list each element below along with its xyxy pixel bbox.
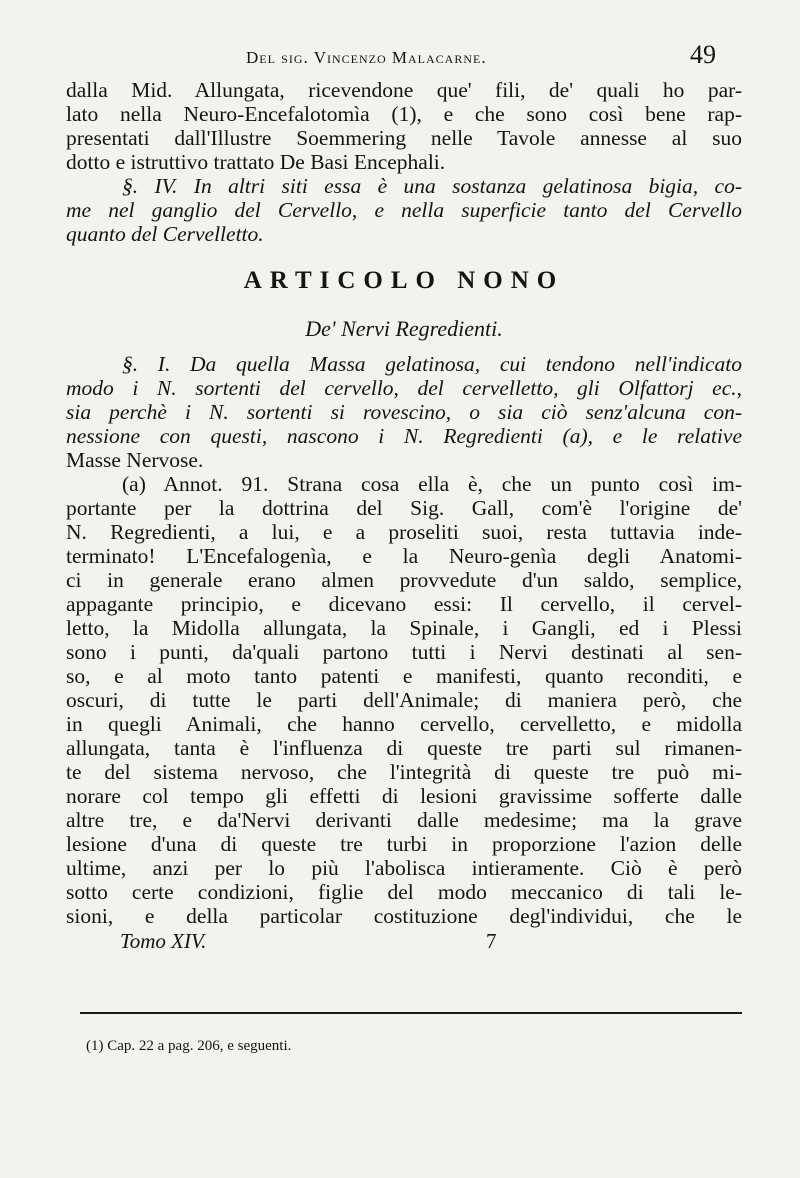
text-line: lato nella Neuro-Encefalotomìa (1), e che sono così bene rap- (66, 102, 742, 126)
text-line: in quegli Animali, che hanno cervello, cervelletto, e midolla (66, 712, 742, 736)
signature-mark: 7 (486, 929, 497, 953)
section-i (66, 352, 742, 472)
text-line: §. I. Da quella Massa gelatinosa, cui tendono nell'indicato (122, 352, 742, 376)
page-footer (66, 928, 742, 954)
text-line: N. Regredienti, a lui, e a proseliti suoi, resta tuttavia inde- (66, 520, 742, 544)
annotation-91 (66, 472, 742, 928)
section-iv (66, 174, 742, 246)
text-line: portante per la dottrina del Sig. Gall, com'è l'origine de' (66, 496, 742, 520)
page-header (66, 40, 716, 74)
text-line: dalla Mid. Allungata, ricevendone que' fili, de' quali ho par- (66, 78, 742, 102)
text-line: sioni, e della particolar costituzione degl'individui, che le (66, 904, 742, 928)
footnote: (1) Cap. 22 a pag. 206, e seguenti. (86, 1038, 292, 1054)
text-line: ultime, anzi per lo più l'abolisca intieramente. Ciò è però (66, 856, 742, 880)
text-line: dotto e istruttivo trattato De Basi Encephali. (66, 150, 446, 174)
text-line: oscuri, di tutte le parti dell'Animale; di maniera però, che (66, 688, 742, 712)
volume-label: Tomo XIV. (120, 929, 207, 953)
text-line: allungata, tanta è l'influenza di queste tre parti sul rimanen- (66, 736, 742, 760)
text-line: sotto certe condizioni, figlie del modo meccanico di tali le- (66, 880, 742, 904)
text-line: §. IV. In altri siti essa è una sostanza gelatinosa bigia, co- (122, 174, 742, 198)
text-line: sono i punti, da'quali partono tutti i Nervi destinati al sen- (66, 640, 742, 664)
text-line: so, e al moto tanto patenti e manifesti, quanto reconditi, e (66, 664, 742, 688)
page-number: 49 (690, 40, 716, 69)
text-line: altre tre, e da'Nervi derivanti dalle medesime; ma la grave (66, 808, 742, 832)
text-line: ci in generale erano almen provvedute d'un saldo, semplice, (66, 568, 742, 592)
main-text (66, 78, 742, 954)
text-line: nessione con questi, nascono i N. Regredienti (a), e le relative (66, 424, 742, 448)
text-line: quanto del Cervelletto. (66, 222, 264, 246)
article-subheading: De' Nervi Regredienti. (305, 316, 503, 341)
text-line: terminato! L'Encefalogenìa, e la Neuro-genìa degli Anatomi- (66, 544, 742, 568)
text-line: norare col tempo gli effetti di lesioni gravissime sofferte dalle (66, 784, 742, 808)
text-line: modo i N. sortenti del cervello, del cervelletto, gli Olfattorj ec., (66, 376, 742, 400)
paragraph-continuation (66, 78, 742, 174)
footnote-rule (80, 1012, 742, 1014)
text-line: Masse Nervose. (66, 448, 204, 472)
text-line: te del sistema nervoso, che l'integrità di queste tre può mi- (66, 760, 742, 784)
text-line: me nel ganglio del Cervello, e nella superficie tanto del Cervello (66, 198, 742, 222)
running-head: Del sig. Vincenzo Malacarne. (246, 48, 487, 67)
text-line: appagante principio, e dicevano essi: Il cervello, il cervel- (66, 592, 742, 616)
article-heading: ARTICOLO NONO (243, 267, 565, 294)
text-line: lesione d'una di queste tre turbi in proporzione l'azion delle (66, 832, 742, 856)
text-line: presentati dall'Illustre Soemmering nelle Tavole annesse al suo (66, 126, 742, 150)
text-line: sia perchè i N. sortenti si rovescino, o sia ciò senz'alcuna con- (66, 400, 742, 424)
text-line: letto, la Midolla allungata, la Spinale, i Gangli, ed i Plessi (66, 616, 742, 640)
text-line: (a) Annot. 91. Strana cosa ella è, che un punto così im- (122, 472, 742, 496)
